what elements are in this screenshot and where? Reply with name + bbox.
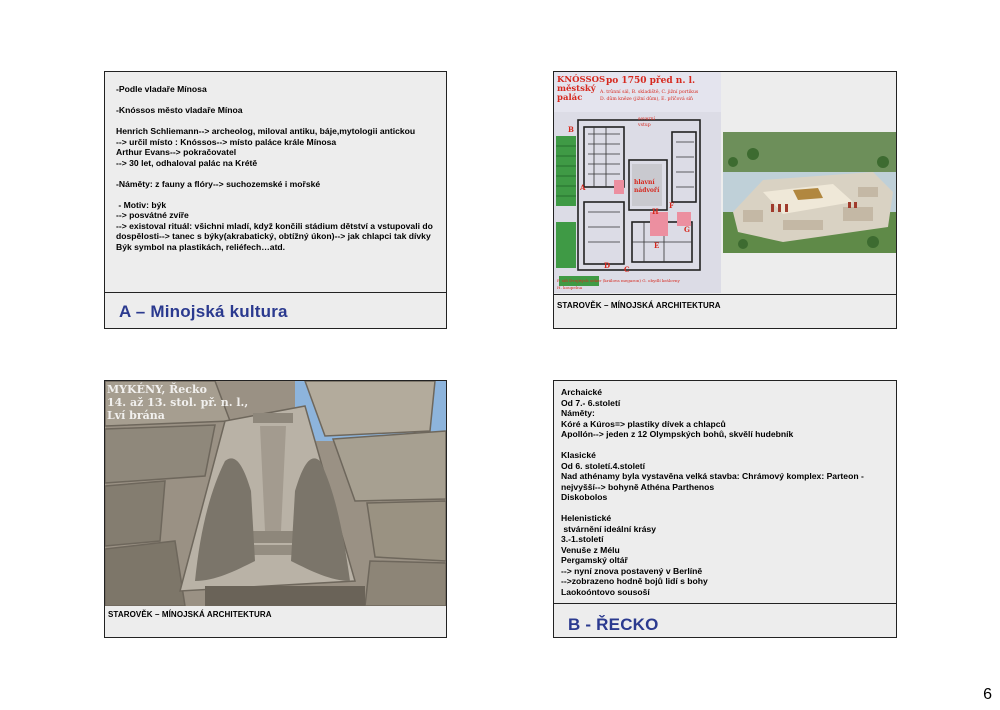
plan-letter: A (580, 183, 586, 192)
knossos-aerial-reconstruction-image (723, 132, 896, 253)
plan-letter: B (568, 125, 574, 134)
divider (554, 603, 896, 604)
page-number: 6 (983, 686, 992, 703)
divider (105, 292, 446, 293)
slide-recko (553, 380, 897, 638)
plan-label: vstup (638, 123, 651, 128)
photo-overlay-line: Lví brána (107, 409, 165, 422)
slide-mykeny-lvi-brana (104, 380, 447, 638)
slide-minojska-architektura-knossos (553, 71, 897, 329)
plan-label: nádvoří (634, 187, 660, 194)
plan-legend-line: D. dům kněze (jižní dům), E. příčová síň (600, 97, 693, 102)
slide-caption: STAROVĚK – MÍNOJSKÁ ARCHITEKTURA (108, 610, 272, 619)
slide-body-text: Archaické Od 7.- 6.století Náměty: Kóré a Kúros=> plastiky dívek a chlapců Apollón--> jeden z 12 Olympských bohů, skvělí hudebník Klasické Od 6. století.4.století Nad athénamy byla vystavěna velká stavba: Chrámový komplex: Parteon -nejvyšší--> bohyně Athéna Parthenos Diskobolos Helenistické stvárnění ideální krásy 3.-1.století Venuše z Mélu Pergamský oltář --> nyní znova postavený v Berlíně -->zobrazeno hodně bojů lidí s bohy Laokoóntovo sousoší (561, 387, 864, 597)
plan-letter: H (652, 207, 659, 216)
plan-date: po 1750 před n. l. (606, 76, 696, 86)
plan-legend-line: A. trůnní sál, B. skladiště, C. jižní portikus (600, 90, 699, 95)
photo-overlay-line: MYKÉNY, Řecko (107, 383, 207, 396)
plan-title-line: palác (557, 93, 583, 103)
slide-body-text: -Podle vladaře Mínosa -Knóssos město vladaře Mínoa Henrich Schliemann--> archeolog, miloval antiku, báje,mytologii antickou --> určil místo : Knóssos--> místo paláce krále Mínosa Arthur Evans--> pokračovatel --> 30 let, odhaloval palác na Krétě -Náměty: z fauny a flóry--> suchozemské i mořské - Motiv: býk --> posvátné zvíře --> existoval rituál: všichni mladí, když končili stádium dětství a vstupovali do dospělosti--> tanec s býky(akrabatický, obtížný úkon)--> jak chlapci tak dívky Býk symbol na plastikách, reliéfech…atd. (116, 84, 433, 252)
plan-title-line: městský (557, 84, 596, 94)
knossos-floor-plan-image (554, 72, 721, 293)
plan-legend-line: H. koupelna (557, 285, 583, 290)
plan-title-line: KNÓSSOS (557, 75, 606, 85)
plan-legend-line: F. síň Dvojitých seker (králova megaron) G. obydlí královny (557, 278, 680, 283)
plan-label: severní (638, 117, 656, 122)
plan-letter: F (669, 201, 674, 210)
photo-overlay-line: 14. až 13. stol. př. n. l., (107, 396, 249, 409)
lion-gate-photo (105, 381, 446, 606)
plan-letter: D (604, 261, 611, 270)
plan-letter: G (684, 225, 690, 234)
divider (554, 294, 896, 295)
slide-caption: STAROVĚK – MÍNOJSKÁ ARCHITEKTURA (557, 301, 721, 310)
slide-title: B - ŘECKO (568, 615, 659, 634)
plan-letter: C (624, 265, 630, 274)
plan-label: hlavní (634, 179, 655, 186)
plan-letter: E (654, 241, 660, 250)
slide-title: A – Minojská kultura (119, 302, 288, 321)
slide-minojska-kultura (104, 71, 447, 329)
